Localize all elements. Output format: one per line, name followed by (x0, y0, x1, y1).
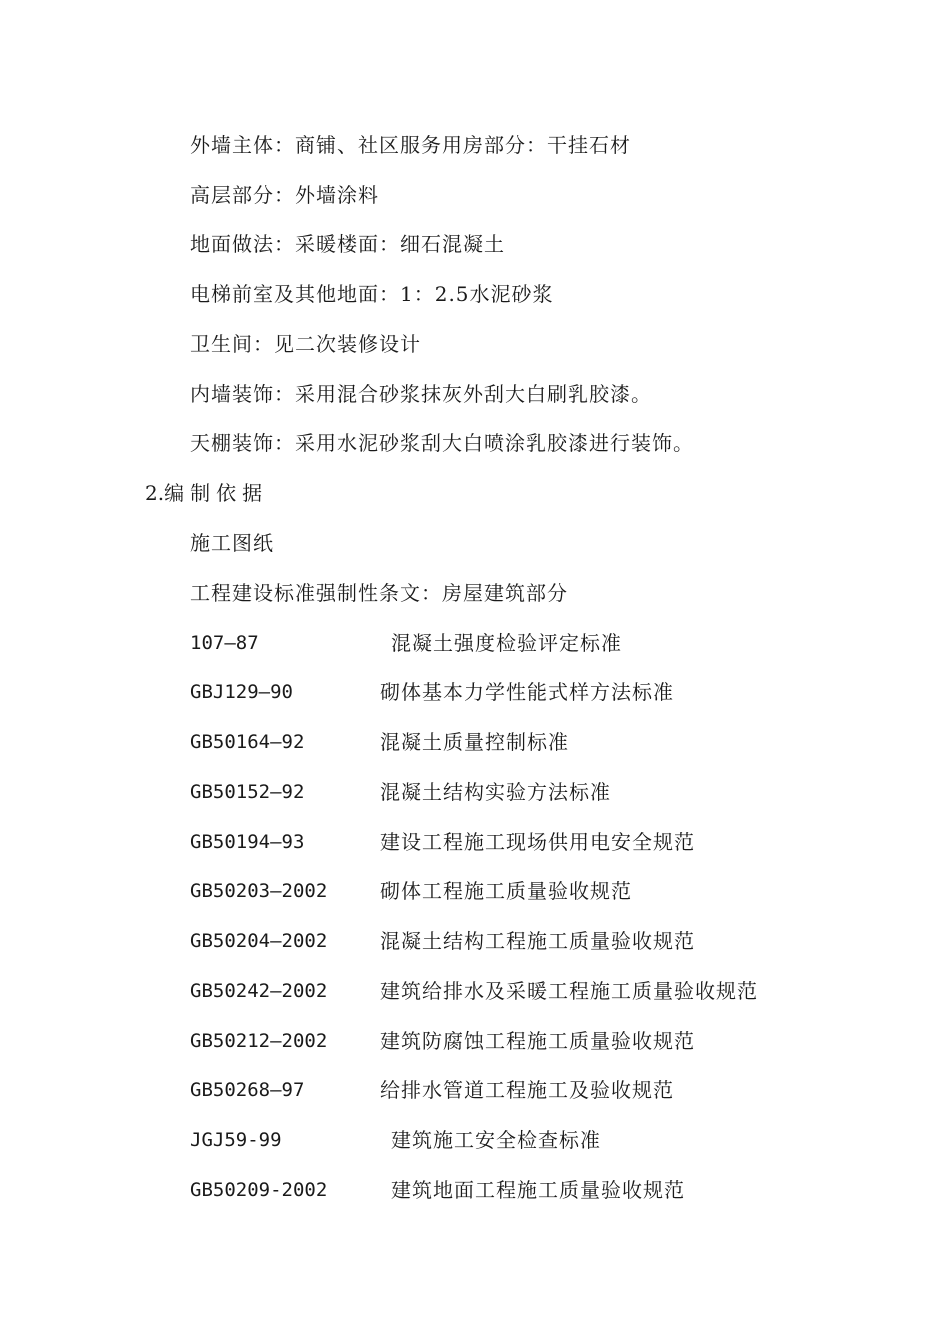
standard-title: 建筑施工安全检查标准 (391, 1128, 601, 1152)
paragraph-ceiling: 天棚装饰：采用水泥砂浆刮大白喷涂乳胶漆进行装饰。 (190, 431, 694, 455)
standard-title: 给排水管道工程施工及验收规范 (380, 1078, 674, 1102)
section-title-char: 编 (164, 481, 185, 505)
standard-row (190, 1125, 830, 1155)
standard-row (190, 976, 830, 1006)
standard-code: GB50204—2002 (190, 930, 328, 952)
standard-title: 混凝土质量控制标准 (380, 730, 569, 754)
paragraph-exterior-wall: 外墙主体：商铺、社区服务用房部分：干挂石材 (190, 133, 631, 157)
basis-drawings: 施工图纸 (190, 531, 274, 555)
standard-code: GB50194—93 (190, 831, 305, 853)
standard-code: GB50242—2002 (190, 980, 328, 1002)
standard-code: 107—87 (190, 632, 259, 654)
standard-title: 建筑防腐蚀工程施工质量验收规范 (380, 1029, 695, 1053)
standard-title: 建筑给排水及采暖工程施工质量验收规范 (380, 979, 758, 1003)
standard-code: GB50164—92 (190, 731, 305, 753)
standard-code: GB50212—2002 (190, 1030, 328, 1052)
standard-title: 混凝土强度检验评定标准 (391, 631, 622, 655)
section-title-char: 制 (190, 481, 211, 505)
standard-title: 混凝土结构工程施工质量验收规范 (380, 929, 695, 953)
standard-title: 建设工程施工现场供用电安全规范 (380, 830, 695, 854)
standard-row (190, 1075, 830, 1105)
paragraph-high-rise: 高层部分：外墙涂料 (190, 183, 379, 207)
standard-title: 砌体基本力学性能式样方法标准 (380, 680, 674, 704)
standard-code: JGJ59-99 (190, 1129, 282, 1151)
standard-title: 砌体工程施工质量验收规范 (380, 879, 632, 903)
section-title-char: 据 (242, 481, 263, 505)
standard-code: GBJ129—90 (190, 681, 293, 703)
standard-row (190, 827, 830, 857)
section-title-char: 依 (216, 481, 237, 505)
standard-row (190, 926, 830, 956)
standard-row (190, 628, 830, 658)
paragraph-bathroom: 卫生间：见二次装修设计 (190, 332, 421, 356)
standard-title: 混凝土结构实验方法标准 (380, 780, 611, 804)
standard-code: GB50268—97 (190, 1079, 305, 1101)
standard-row (190, 677, 830, 707)
section-heading (145, 478, 262, 508)
standard-row (190, 727, 830, 757)
standard-row (190, 1026, 830, 1056)
standard-row (190, 1175, 830, 1205)
basis-mandatory-provisions: 工程建设标准强制性条文：房屋建筑部分 (190, 581, 568, 605)
standard-code: GB50209-2002 (190, 1179, 328, 1201)
paragraph-floor: 地面做法：采暖楼面：细石混凝土 (190, 232, 505, 256)
standard-code: GB50152—92 (190, 781, 305, 803)
section-number: 2. (145, 481, 165, 505)
paragraph-elevator-lobby: 电梯前室及其他地面：1：2.5水泥砂浆 (190, 282, 554, 306)
standard-row (190, 876, 830, 906)
standard-code: GB50203—2002 (190, 880, 328, 902)
standard-title: 建筑地面工程施工质量验收规范 (391, 1178, 685, 1202)
standard-row (190, 777, 830, 807)
paragraph-interior-wall: 内墙装饰：采用混合砂浆抹灰外刮大白刷乳胶漆。 (190, 382, 652, 406)
